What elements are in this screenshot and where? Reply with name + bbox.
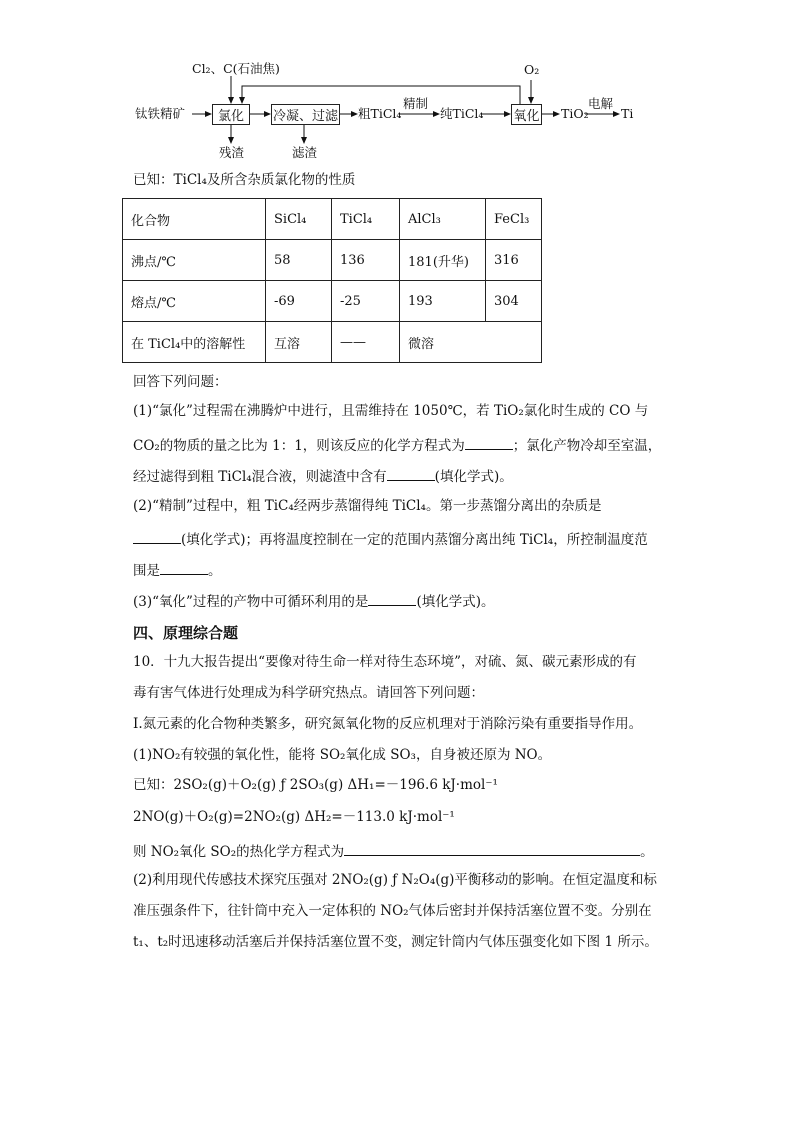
- table-row: [123, 322, 542, 363]
- flow-box-oxidation: 氧化: [511, 104, 542, 125]
- table-header-row: [123, 199, 542, 240]
- flow-label-electrolysis: 电解: [588, 96, 614, 111]
- q3-line1-text: (3)“氧化”过程的产物中可循环利用的是: [133, 594, 369, 610]
- answer-blank[interactable]: [160, 562, 208, 575]
- q10-sub2-line3: t₁、t₂时迅速移动活塞后并保持活塞位置不变，测定针筒内气体压强变化如下图 1 所示。: [133, 934, 658, 950]
- q2-line3: [133, 562, 222, 579]
- section-title: 四、原理综合题: [133, 624, 239, 642]
- q10-known-eq2: 2NO(g)＋O₂(g)=2NO₂(g) ΔH₂=－113.0 kJ·mol⁻¹: [133, 809, 455, 825]
- q1-line2: [133, 437, 661, 454]
- answer-prompt: 回答下列问题：: [133, 374, 228, 390]
- q10-part1: Ⅰ.氮元素的化合物种类繁多，研究氮氧化物的反应机理对于消除污染有重要指导作用。: [133, 716, 643, 732]
- answer-blank[interactable]: [344, 843, 640, 856]
- flow-input-oxygen: O₂: [524, 62, 540, 77]
- table-cell: 沸点/℃: [123, 240, 266, 281]
- answer-blank[interactable]: [387, 468, 435, 481]
- q1-line3-text: 经过滤得到粗 TiCl₄混合液，则滤渣中含有: [133, 469, 387, 485]
- table-cell: 316: [486, 240, 542, 281]
- table-cell: 互溶: [266, 322, 332, 363]
- q10-sub2-line1: (2)利用现代传感技术探究压强对 2NO₂(g) ƒ N₂O₄(g)平衡移动的影响。在恒定温度和标: [133, 872, 657, 888]
- process-flow-lines: [0, 0, 794, 170]
- q2-line2-text: (填化学式)；再将温度控制在一定的范围内蒸馏分离出纯 TiCl₄，所控制温度范: [181, 532, 648, 548]
- table-cell: 在 TiCl₄中的溶解性: [123, 322, 266, 363]
- q10-ask1-text: 则 NO₂氧化 SO₂的热化学方程式为: [133, 844, 345, 860]
- table-cell: 微溶: [400, 322, 542, 363]
- table-cell: -69: [266, 281, 332, 322]
- flow-crude-ticl4: 粗TiCl₄: [358, 106, 402, 121]
- flow-box-condense-filter: 冷凝、过滤: [271, 104, 340, 125]
- q1-line2-text: CO₂的物质的量之比为 1：1，则该反应的化学方程式为: [133, 438, 465, 454]
- table-cell: ——: [332, 322, 400, 363]
- table-cell: 熔点/℃: [123, 281, 266, 322]
- q1-line1: (1)“氯化”过程需在沸腾炉中进行，且需维持在 1050℃，若 TiO₂氯化时生成的 CO 与: [133, 403, 649, 419]
- flow-input-chlorine-carbon: Cl₂、C(石油焦): [192, 61, 280, 76]
- q2-line1: (2)“精制”过程中，粗 TiC₄经两步蒸馏得纯 TiCl₄。第一步蒸馏分离出的杂质是: [133, 498, 602, 514]
- flow-ti-product: Ti: [621, 106, 634, 121]
- flow-raw-material: 钛铁精矿: [135, 106, 186, 121]
- q3-line1-tail: (填化学式)。: [416, 594, 495, 610]
- table-header-cell: SiCl₄: [266, 199, 332, 240]
- q1-line3: [133, 468, 513, 485]
- q2-line3-tail: 。: [208, 563, 222, 579]
- table-cell: -25: [332, 281, 400, 322]
- table-cell: 58: [266, 240, 332, 281]
- answer-blank[interactable]: [465, 437, 513, 450]
- table-cell: 136: [332, 240, 400, 281]
- table-cell: 193: [400, 281, 486, 322]
- table-header-cell: AlCl₃: [400, 199, 486, 240]
- table-row: [123, 240, 542, 281]
- q10-sub2-line2: 准压强条件下，往针筒中充入一定体积的 NO₂气体后密封并保持活塞位置不变。分别在: [133, 903, 652, 919]
- q1-line2-tail: ；氯化产物冷却至室温，: [512, 438, 662, 454]
- q2-line2: [133, 531, 648, 548]
- table-row: [123, 281, 542, 322]
- table-cell: 181(升华): [400, 240, 486, 281]
- table-header-cell: TiCl₄: [332, 199, 400, 240]
- flow-box-chlorination: 氯化: [212, 104, 250, 125]
- flow-pure-ticl4: 纯TiCl₄: [440, 106, 484, 121]
- q10-ask1-tail: 。: [640, 844, 654, 860]
- table-cell: 304: [486, 281, 542, 322]
- q10-ask1: [133, 843, 654, 860]
- q10-known-eq1: 已知：2SO₂(g)＋O₂(g) ƒ 2SO₃(g) ΔH₁=－196.6 kJ·mol⁻¹: [133, 777, 498, 793]
- answer-blank[interactable]: [368, 593, 416, 606]
- flow-tio2: TiO₂: [561, 106, 589, 121]
- flow-filter-residue: 滤渣: [292, 145, 318, 160]
- q10-intro-line1: 10．十九大报告提出“要像对待生命一样对待生态环境”，对硫、氮、碳元素形成的有: [133, 654, 637, 670]
- q1-line3-tail: (填化学式)。: [434, 469, 513, 485]
- answer-blank[interactable]: [133, 531, 181, 544]
- table-header-cell: FeCl₃: [486, 199, 542, 240]
- q10-intro-line2: 毒有害气体进行处理成为科学研究热点。请回答下列问题：: [133, 685, 484, 701]
- q10-sub1: (1)NO₂有较强的氧化性，能将 SO₂氧化成 SO₃，自身被还原为 NO。: [133, 747, 552, 763]
- flow-label-refine: 精制: [403, 96, 429, 111]
- known-line: 已知：TiCl₄及所含杂质氯化物的性质: [133, 172, 356, 188]
- flow-residue: 残渣: [219, 145, 245, 160]
- q2-line3-text: 围是: [133, 563, 160, 579]
- table-header-cell: 化合物: [123, 199, 266, 240]
- properties-table: [122, 198, 542, 363]
- q3-line1: [133, 593, 494, 610]
